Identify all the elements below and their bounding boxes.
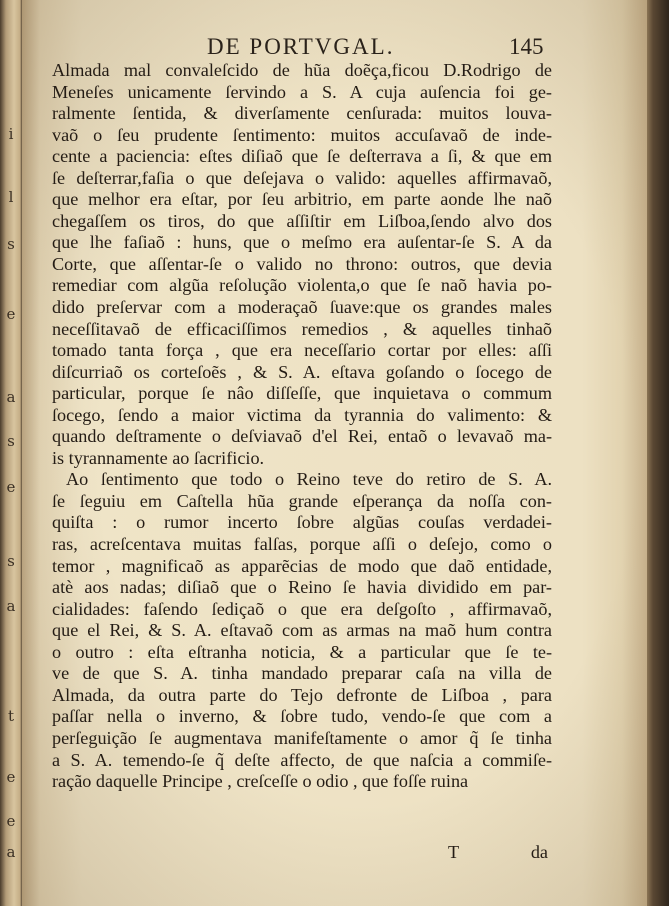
text-line: Almada, da outra parte do Tejo defronte de Liſboa , para xyxy=(52,684,552,705)
gutter-letter: l xyxy=(8,188,14,206)
gutter-letter: e xyxy=(6,812,16,830)
book-page xyxy=(22,0,647,906)
text-line: ſe deſterrar,faſia o que deſejava o valido: aquelles affirmavaõ, xyxy=(52,167,552,188)
gutter-letter: i xyxy=(8,125,14,143)
text-line: ração daquelle Principe , creſceſſe o odio , que foſſe ruina xyxy=(52,771,469,792)
text-line: diſcurriaõ os corteſoẽs , & S. A. eſtava goſando o ſocego de xyxy=(52,361,552,382)
signature-mark: T xyxy=(448,842,460,862)
text-line: Corte, que aſſentar-ſe o valido no throno: outros, que devia xyxy=(52,253,552,274)
text-line: o outro : eſta eſtranha noticia, & a particular que ſe te- xyxy=(52,641,552,662)
page-footer xyxy=(52,842,552,864)
text-line: ras, acreſcentava muitas falſas, porque aſſi o deſejo, como o xyxy=(52,534,552,555)
text-line: quiſta : o rumor incerto ſobre algũas couſas verdadei- xyxy=(52,512,552,533)
text-line: ſe ſeguiu em Caſtella hũa grande eſperança da noſſa con- xyxy=(52,490,552,511)
text-line: cente a paciencia: eſtes diſiaõ que ſe deſterrava a ſi, & que em xyxy=(52,146,552,167)
text-line: paſſar nella o inverno, & ſobre tudo, vendo-ſe que com a xyxy=(52,706,552,727)
text-line: ve de que S. A. tinha mandado preparar caſa na villa de xyxy=(52,663,552,684)
text-line: Meneſes unicamente ſervindo a S. A cuja auſencia foi ge- xyxy=(52,81,552,102)
gutter-letter: e xyxy=(6,768,16,786)
text-line: a S. A. temendo-ſe q̃ deſte affecto, de que naſcia a commiſe- xyxy=(52,749,552,770)
gutter-letter: s xyxy=(7,235,15,253)
text-line: perſeguição ſe augmentava manifeſtamente o amor q̃ ſe tinha xyxy=(52,727,552,748)
text-line: chegaſſem os tiros, do que aſſiſtir em Liſboa,ſendo alvo dos xyxy=(52,210,552,231)
text-line: neceſſitavaõ de efficaciſſimos remedios , & aquelles tinhaõ xyxy=(52,318,552,339)
text-line: temor , magnificaõ as apparẽcias de modo que daõ entidade, xyxy=(52,555,552,576)
gutter-letter: a xyxy=(6,388,16,406)
text-line: is tyrannamente ao ſacrificio. xyxy=(52,447,265,468)
body-text xyxy=(52,60,552,793)
text-line: vaõ o ſeu prudente ſentimento: muitos accuſavaõ de inde- xyxy=(52,124,552,145)
text-line: que lhe faſiaõ : huns, que o meſmo era auſentar-ſe S. A da xyxy=(52,232,552,253)
text-line: que el Rei, & S. A. eſtavaõ com as armas na maõ hum contra xyxy=(52,620,552,641)
catchword: da xyxy=(530,842,548,862)
gutter-letter: a xyxy=(6,597,16,615)
page-number: 145 xyxy=(509,34,544,59)
text-line: ſocego, ſendo a maior victima da tyrannia do valimento: & xyxy=(52,404,552,425)
running-title: DE PORTVGAL. xyxy=(207,34,395,59)
text-line: ralmente ſentida, & diverſamente cenſurada: muitos louva- xyxy=(52,103,552,124)
gutter-letter: t xyxy=(7,707,15,725)
gutter-letter: e xyxy=(6,478,16,496)
text-line: atè aos nadas; diſiaõ que o Reino ſe havia dividido em par- xyxy=(52,577,552,598)
text-line: Ao ſentimento que todo o Reino teve do retiro de S. A. xyxy=(66,469,552,490)
text-line: cialidades: faſendo ſediçaõ o que era deſgoſto , affirmavaõ, xyxy=(52,598,552,619)
text-line: Almada mal convaleſcido de hũa doẽça,ficou D.Rodrigo de xyxy=(52,60,552,80)
text-line: que melhor era eſtar, por ſeu arbitrio, em parte aonde lhe naõ xyxy=(52,189,552,210)
gutter-letter: e xyxy=(6,305,16,323)
text-line: particular, porque ſe nâo diſſeſſe, que inquietava o commum xyxy=(52,383,552,404)
gutter-letter: a xyxy=(6,843,16,861)
text-line: dido preſervar com a moderaçaõ ſuave:que os grandes males xyxy=(52,297,552,318)
gutter-letter: s xyxy=(7,432,15,450)
text-line: remediar com algũa reſolução violenta,o que ſe naõ havia po- xyxy=(52,275,552,296)
text-line: quando deſtramente o deſviavaõ d'el Rei, entaõ o levavaõ ma- xyxy=(52,426,552,447)
text-line: tomado tanta força , que era neceſſario cortar por elles: aſſi xyxy=(52,340,552,361)
right-page-edge xyxy=(647,0,669,906)
gutter-letter: s xyxy=(7,552,15,570)
